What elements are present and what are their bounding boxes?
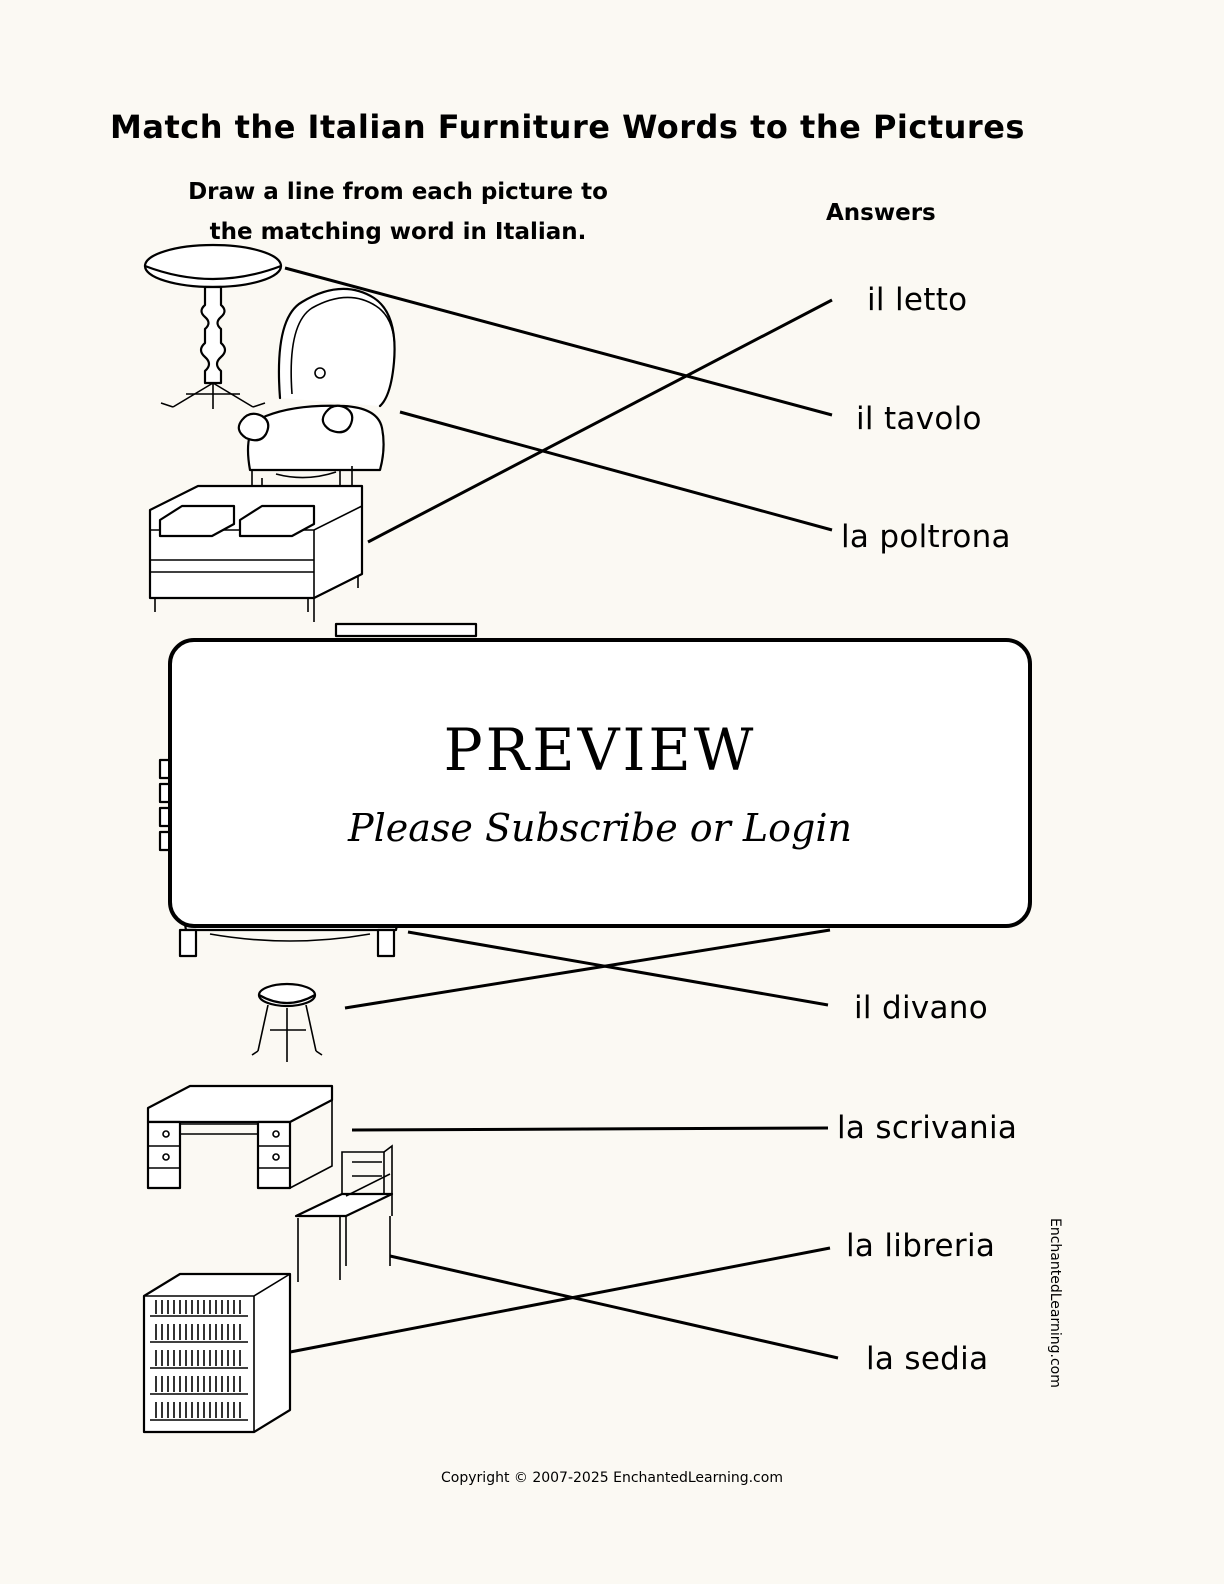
answer-word-la-poltrona[interactable]: la poltrona — [841, 519, 1011, 555]
picture-armchair — [239, 289, 395, 498]
picture-bookcase — [144, 1274, 290, 1432]
instructions-line-2: the matching word in Italian. — [209, 219, 587, 245]
picture-bed — [150, 486, 362, 622]
answer-word-la-libreria[interactable]: la libreria — [846, 1228, 996, 1264]
picture-stool — [252, 984, 322, 1062]
preview-subtitle[interactable]: Please Subscribe or Login — [348, 806, 852, 850]
picture-desk — [148, 1086, 332, 1188]
copyright-notice: Copyright © 2007-2025 EnchantedLearning.com — [441, 1470, 783, 1486]
picture-chair — [296, 1146, 392, 1282]
instructions — [148, 172, 648, 252]
preview-overlay — [168, 638, 1032, 928]
page-title: Match the Italian Furniture Words to the Pictures — [110, 108, 1025, 146]
answer-word-il-letto[interactable]: il letto — [867, 282, 968, 318]
instructions-line-1: Draw a line from each picture to — [188, 179, 608, 205]
preview-title: PREVIEW — [443, 716, 757, 784]
picture-round-table — [145, 245, 281, 409]
side-brand-label: EnchantedLearning.com — [1047, 1218, 1063, 1388]
answer-word-la-sedia[interactable]: la sedia — [866, 1341, 989, 1377]
answer-word-la-scrivania[interactable]: la scrivania — [837, 1110, 1018, 1146]
answer-word-il-divano[interactable]: il divano — [854, 990, 989, 1026]
answer-word-il-tavolo[interactable]: il tavolo — [856, 401, 982, 437]
answers-heading: Answers — [826, 200, 936, 226]
